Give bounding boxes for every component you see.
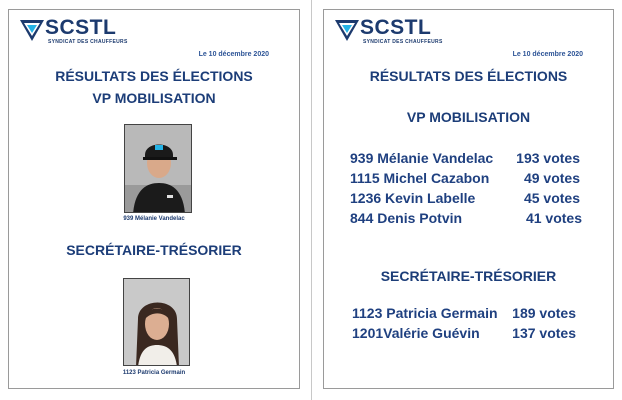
photo-caption-melanie: 939 Mélanie Vandelac xyxy=(123,216,185,222)
vote-count: 189 votes xyxy=(512,305,576,321)
right-page xyxy=(323,9,614,389)
candidate-name: 939 Mélanie Vandelac xyxy=(350,150,494,166)
candidate-name: 1123 Patricia Germain xyxy=(352,305,498,321)
page-divider xyxy=(311,0,312,400)
scstl-logo xyxy=(19,17,139,47)
logo-emblem-icon xyxy=(19,17,45,43)
vote-count: 193 votes xyxy=(516,150,580,166)
logo-wordmark: SCSTL xyxy=(45,16,117,39)
page-title: RÉSULTATS DES ÉLECTIONS xyxy=(55,68,253,84)
logo-emblem-icon xyxy=(334,17,360,43)
candidate-photo-patricia xyxy=(123,278,190,366)
left-page xyxy=(8,9,300,389)
scstl-logo xyxy=(334,17,454,47)
candidate-name: 1201Valérie Guévin xyxy=(352,325,480,341)
candidate-name: 844 Denis Potvin xyxy=(350,210,463,226)
candidate-photo-melanie xyxy=(124,124,192,213)
candidate-name: 1236 Kevin Labelle xyxy=(350,190,476,206)
document-date: Le 10 décembre 2020 xyxy=(512,51,583,58)
document-date: Le 10 décembre 2020 xyxy=(198,51,269,58)
vote-count: 137 votes xyxy=(512,325,576,341)
logo-subtitle: SYNDICAT DES CHAUFFEURS xyxy=(48,39,128,45)
section-title-vp-mobilisation: VP MOBILISATION xyxy=(92,90,216,106)
page-title: RÉSULTATS DES ÉLECTIONS xyxy=(369,68,568,84)
photo-caption-patricia: 1123 Patricia Germain xyxy=(122,370,186,376)
section-title-vp-mobilisation: VP MOBILISATION xyxy=(406,109,531,125)
vote-count: 45 votes xyxy=(523,190,580,206)
logo-wordmark: SCSTL xyxy=(360,16,432,39)
section-title-secretaire-tresorier: SECRÉTAIRE-TRÉSORIER xyxy=(66,242,242,258)
vote-count: 49 votes xyxy=(523,170,580,186)
section-title-secretaire-tresorier: SECRÉTAIRE-TRÉSORIER xyxy=(380,268,557,284)
candidate-name: 1115 Michel Cazabon xyxy=(350,170,490,186)
logo-subtitle: SYNDICAT DES CHAUFFEURS xyxy=(363,39,443,45)
vote-count: 41 votes xyxy=(525,210,582,226)
